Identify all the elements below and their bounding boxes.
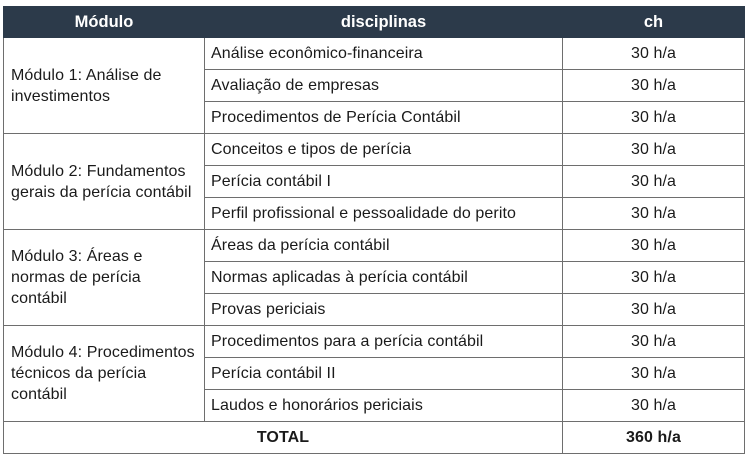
table-row	[4, 230, 745, 262]
discipline-cell: Conceitos e tipos de perícia	[205, 134, 563, 166]
ch-cell: 30 h/a	[563, 230, 745, 262]
module-1-cell: Módulo 1: Análise de investimentos	[4, 38, 205, 134]
ch-cell: 30 h/a	[563, 102, 745, 134]
total-value: 360 h/a	[563, 422, 745, 454]
table-row	[4, 38, 745, 70]
header-disciplinas: disciplinas	[205, 7, 563, 38]
table-row	[4, 326, 745, 358]
ch-cell: 30 h/a	[563, 358, 745, 390]
total-label: TOTAL	[4, 422, 563, 454]
ch-cell: 30 h/a	[563, 134, 745, 166]
discipline-cell: Perícia contábil II	[205, 358, 563, 390]
discipline-cell: Provas periciais	[205, 294, 563, 326]
discipline-cell: Normas aplicadas à perícia contábil	[205, 262, 563, 294]
discipline-cell: Laudos e honorários periciais	[205, 390, 563, 422]
header-row	[4, 7, 745, 38]
ch-cell: 30 h/a	[563, 198, 745, 230]
module-4-cell: Módulo 4: Procedimentos técnicos da perícia contábil	[4, 326, 205, 422]
curriculum-table	[3, 6, 745, 454]
discipline-cell: Perícia contábil I	[205, 166, 563, 198]
ch-cell: 30 h/a	[563, 294, 745, 326]
table-row	[4, 134, 745, 166]
header-ch: ch	[563, 7, 745, 38]
discipline-cell: Avaliação de empresas	[205, 70, 563, 102]
total-row	[4, 422, 745, 454]
header-modulo: Módulo	[4, 7, 205, 38]
ch-cell: 30 h/a	[563, 390, 745, 422]
discipline-cell: Procedimentos de Perícia Contábil	[205, 102, 563, 134]
module-2-cell: Módulo 2: Fundamentos gerais da perícia contábil	[4, 134, 205, 230]
module-3-cell: Módulo 3: Áreas e normas de perícia contábil	[4, 230, 205, 326]
ch-cell: 30 h/a	[563, 38, 745, 70]
discipline-cell: Análise econômico-financeira	[205, 38, 563, 70]
ch-cell: 30 h/a	[563, 326, 745, 358]
discipline-cell: Áreas da perícia contábil	[205, 230, 563, 262]
discipline-cell: Procedimentos para a perícia contábil	[205, 326, 563, 358]
ch-cell: 30 h/a	[563, 166, 745, 198]
discipline-cell: Perfil profissional e pessoalidade do perito	[205, 198, 563, 230]
ch-cell: 30 h/a	[563, 70, 745, 102]
ch-cell: 30 h/a	[563, 262, 745, 294]
